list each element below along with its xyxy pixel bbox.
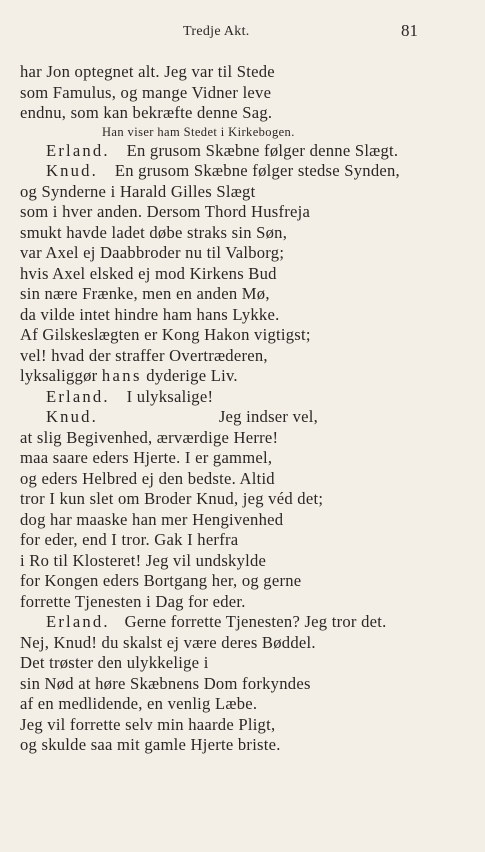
text-line: da vilde intet hindre ham hans Lykke. bbox=[20, 304, 280, 324]
text-line bbox=[20, 366, 470, 387]
speech-text: I ulyksalige! bbox=[126, 386, 214, 406]
text-line: Nej, Knud! du skalst ej være deres Bøddel. bbox=[20, 632, 316, 652]
page-number: 81 bbox=[401, 21, 418, 40]
speaker-name: Erland. bbox=[46, 386, 110, 406]
speech-text: Jeg indser vel, bbox=[218, 407, 318, 426]
speaker-name: Knud. bbox=[46, 161, 99, 180]
page-header bbox=[0, 21, 485, 44]
emphasized-word: hans bbox=[101, 366, 142, 385]
text-fragment: dyderige Liv. bbox=[146, 366, 238, 385]
text-line: hvis Axel elsked ej mod Kirkens Bud bbox=[20, 263, 277, 283]
speech-line bbox=[20, 141, 470, 162]
text-line: endnu, som kan bekræfte denne Sag. bbox=[20, 103, 273, 122]
text-line: maa saare eders Hjerte. I er gammel, bbox=[20, 448, 273, 467]
speech-text: En grusom Skæbne følger stedse Synden, bbox=[114, 161, 400, 180]
text-line: var Axel ej Daabbroder nu til Valborg; bbox=[20, 243, 285, 262]
speech-text: En grusom Skæbne følger denne Slægt. bbox=[126, 140, 399, 160]
text-line: dog har maaske han mer Hengivenhed bbox=[20, 509, 284, 529]
text-line: og skulde saa mit gamle Hjerte briste. bbox=[20, 735, 281, 754]
text-line: Det trøster den ulykkelige i bbox=[20, 653, 209, 672]
speech-text: Gerne forrette Tjenesten? Jeg tror det. bbox=[124, 612, 387, 631]
text-line: vel! hvad der straffer Overtræderen, bbox=[20, 345, 268, 365]
text-line: har Jon optegnet alt. Jeg var til Stede bbox=[20, 62, 275, 81]
text-line: af en medlidende, en venlig Læbe. bbox=[20, 694, 258, 713]
text-line: smukt havde ladet døbe straks sin Søn, bbox=[20, 222, 288, 242]
text-line: og eders Helbred ej den bedste. Altid bbox=[20, 468, 275, 488]
text-line: tror I kun slet om Broder Knud, jeg véd det; bbox=[20, 489, 324, 508]
speaker-name: Erland. bbox=[46, 140, 110, 160]
speech-line bbox=[20, 161, 470, 182]
speech-line bbox=[20, 387, 470, 408]
play-text bbox=[20, 62, 470, 756]
text-line: som Famulus, og mange Vidner leve bbox=[20, 82, 272, 102]
text-line: som i hver anden. Dersom Thord Husfreja bbox=[20, 202, 311, 221]
speech-line bbox=[20, 407, 470, 428]
stage-direction: Han viser ham Stedet i Kirkebogen. bbox=[102, 124, 295, 139]
speech-line bbox=[20, 612, 470, 633]
text-line: sin Nød at høre Skæbnens Dom forkyndes bbox=[20, 673, 311, 693]
speaker-name: Erland. bbox=[46, 612, 110, 631]
text-line: Jeg vil forrette selv min haarde Pligt, bbox=[20, 714, 276, 734]
text-line: for eder, end I tror. Gak I herfra bbox=[20, 530, 239, 549]
running-head: Tredje Akt. bbox=[183, 24, 250, 39]
text-line: for Kongen eders Bortgang her, og gerne bbox=[20, 571, 302, 590]
text-line: i Ro til Klosteret! Jeg vil undskylde bbox=[20, 550, 267, 570]
text-line: forrette Tjenesten i Dag for eder. bbox=[20, 591, 246, 611]
text-line: at slig Begivenhed, ærværdige Herre! bbox=[20, 427, 279, 447]
speaker-name: Knud. bbox=[46, 407, 99, 426]
text-line: Af Gilskeslægten er Kong Hakon vigtigst; bbox=[20, 325, 311, 344]
text-line: og Synderne i Harald Gilles Slægt bbox=[20, 181, 256, 201]
text-line: sin nære Frænke, men en anden Mø, bbox=[20, 284, 270, 303]
text-fragment: lyksaliggør bbox=[20, 366, 98, 385]
